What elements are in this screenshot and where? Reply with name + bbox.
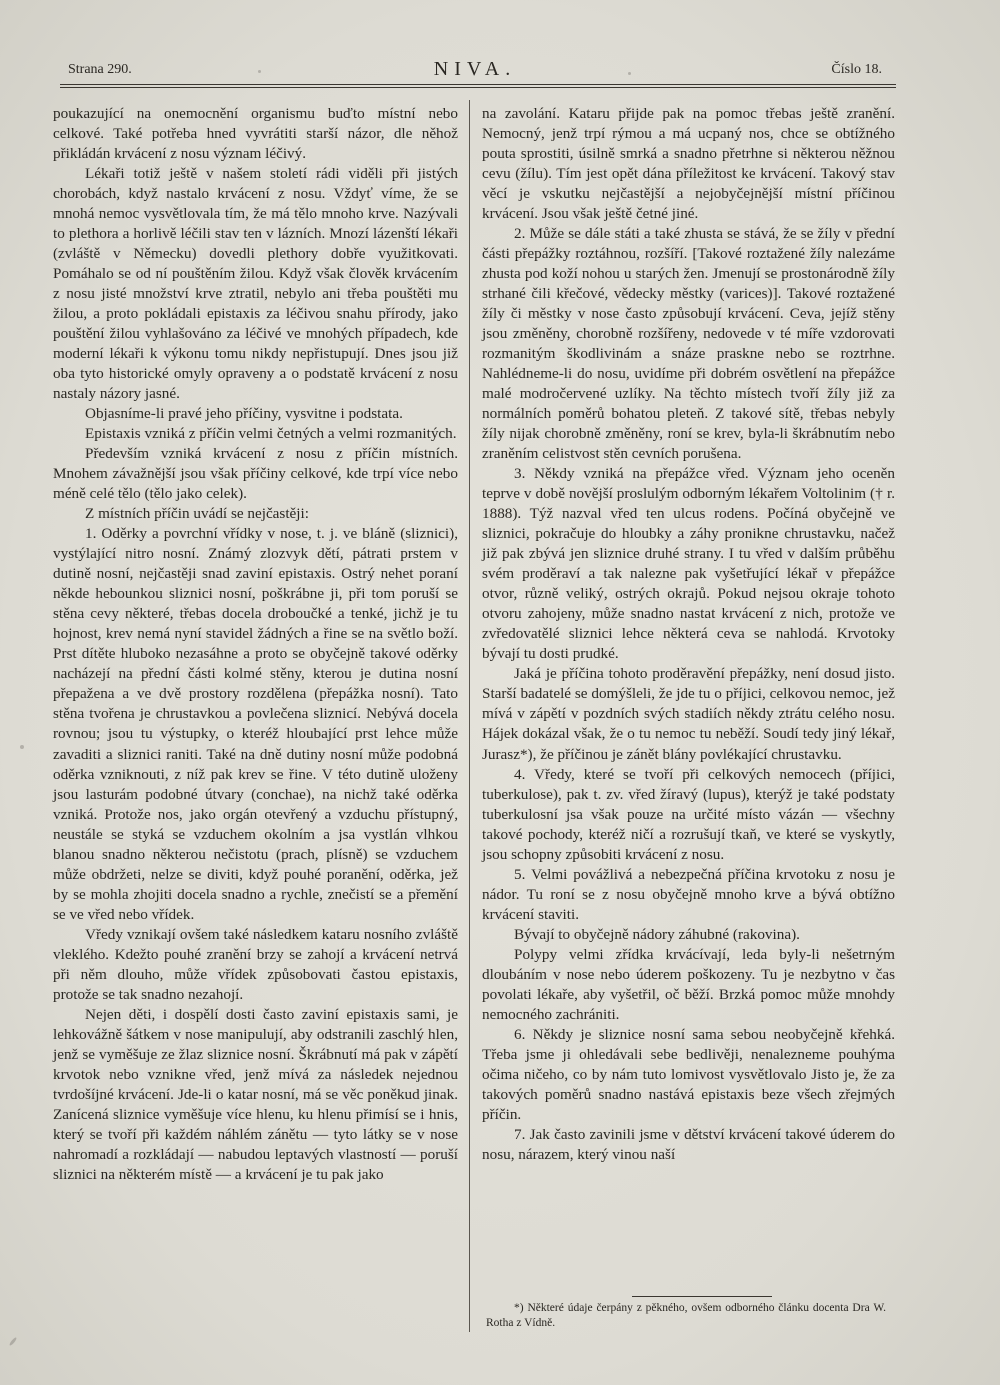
- paragraph: Epistaxis vzniká z příčin velmi četných a velmi rozmanitých.: [85, 425, 457, 443]
- page-number: Strana 290.: [68, 62, 132, 77]
- paragraph: 6. Někdy je sliznice nosní sama sebou neobyčejně křehká. Třeba jsme ji ohledávali sebe bedlivěji, nenalezneme pouhýma očima ničeho, co by nám tuto lomivost vysvětlovalo Jisto je, že za takových poměrů snadno nastává epistaxis beze všech zřejmých příčin.: [482, 1025, 895, 1123]
- paragraph: poukazující na onemocnění organismu buďto místní nebo celkové. Také potřeba hned vyvrátiti starší názor, dle něhož přikládán krvácení z nosu význam léčivý.: [53, 105, 458, 163]
- paragraph: Bývají to obyčejně nádory záhubné (rakovina).: [514, 925, 800, 943]
- paragraph: na zavolání. Kataru přijde pak na pomoc třebas ještě zranění. Nemocný, jenž trpí rýmou a má ucpaný nos, chce se obtížného pouta sprostiti, úsilně smrká a snadno přetrhne si některou něžnou cevu (žílu). Tím jest opět dána příležitost ke krvácení. Takový stav věcí je vskutku nejčastější a nejobyčejnější místní příčinou krvácení. Jsou však ještě četné jiné.: [482, 105, 895, 223]
- header-rule-double: [60, 87, 896, 88]
- right-column: [482, 104, 895, 1165]
- header-rule: [60, 84, 896, 85]
- ink-spot: [628, 72, 631, 75]
- ink-spot: [20, 745, 24, 749]
- footnote-rule: [632, 1296, 772, 1297]
- paragraph: Jaká je příčina tohoto proděravění přepážky, není dosud jisto. Starší badatelé se domýšleli, že jde tu o příjici, celkovou nemoc, jež mívá v zápětí v pozdních svých stadiích někdy ztrátu celého nosu. Hájek dokázal však, že o tu nemoc tu neběží. Soudí tedy jiný lékař, Jurasz*), že příčinou je zánět blány povlékající chrustavku.: [482, 665, 895, 763]
- paragraph: Polypy velmi zřídka krvácívají, leda byly-li nešetrným dloubáním v nose nebo úderem poškozeny. Tu je nezbytno v čas povolati lékaře, aby vyšetřil, oč běží. Brzká pomoc může mnohdy nemocného zachrániti.: [482, 945, 895, 1023]
- paragraph: Z místních příčin uvádí se nejčastěji:: [85, 505, 309, 523]
- journal-title: NIVA.: [433, 58, 517, 80]
- issue-number: Číslo 18.: [831, 62, 882, 77]
- footnote-text: *) Některé údaje čerpány z pěkného, ovšem odborného článku docenta Dra W. Rotha z Vídně.: [486, 1302, 886, 1329]
- paragraph: Vředy vznikají ovšem také následkem kataru nosního zvláště vleklého. Kdežto pouhé zranění brzy se zahojí a krvácení netrvá při něm dlouho, může vřídek způsobovati častou epistaxis, protože se tak snadno nezahojí.: [53, 925, 458, 1003]
- paragraph: Především vzniká krvácení z nosu z příčin místních. Mnohem závažnější jsou však příčiny celkové, kde trpí více nebo méně celé tělo (tělo jako celek).: [53, 445, 458, 503]
- footnote: [486, 1301, 886, 1331]
- paragraph: 5. Velmi povážlivá a nebezpečná příčina krvotoku z nosu je nádor. Tu roní se z nosu obyčejně mnoho krve a bývá obtížno krvácení staviti.: [482, 865, 895, 923]
- ink-spot: [9, 1337, 18, 1347]
- paragraph: 3. Někdy vzniká na přepážce vřed. Význam jeho oceněn teprve v době novější proslulým odborným lékařem Voltolinim († r. 1888). Týž nazval vřed ten ulcus rodens. Počíná obyčejně ve sliznici, pokračuje do hloubky a záhy pronikne chrustavku, načež již pak zbývá jen sliznice druhé strany. I tu vřed v dalším průběhu svém proděraví a tak nalezne pak vyšetřující lékař v přepážce otvor, různě veliký, ostrých okrajů. Pokud nejsou okraje tohoto otvoru zahojeny, může snadno nastat krvácení z nich, protože ve zvředovatělé sliznici lehce některá ceva se nahlodá. Krvotoky bývají tu dosti prudké.: [482, 465, 895, 663]
- column-divider: [469, 100, 470, 1332]
- paragraph: 7. Jak často zavinili jsme v dětství krvácení takové úderem do nosu, nárazem, který vinou naší: [482, 1125, 895, 1163]
- ink-spot: [258, 70, 261, 73]
- paragraph: 2. Může se dále státi a také zhusta se stává, že se žíly v přední části přepážky roztáhnou, rozšíří. [Takové roztažené žíly nalezáme zhusta pod koží nohou u starých žen. Jmenují se prostonárodně žíly strhané čili křečové, vědecky městky (varices)]. Takové roztažené žíly či městky v nose často způsobují krvácení. Ceva, jejíž stěny jsou změněny, chorobně rozšířeny, nedovede v té míře vzdorovati rozmanitým škodlivinám a snáze praskne nebo se roztrhne. Nahlédneme-li do nosu, uvidíme při dobrém osvětlení na přepážce malé modročervené uzlíky. Na těchto místech tvoří žíly již za normálních poměrů bohatou pleteň. Z takové sítě, třebas nebyly žíly nijak chorobně změněny, roní se krev, byla-li škrábnutím nebo zraněním celistvost stěn cevních porušena.: [482, 225, 895, 463]
- running-header: [60, 60, 890, 84]
- left-column: [53, 104, 458, 1185]
- paragraph: Lékaři totiž ještě v našem století rádi viděli při jistých chorobách, když nastalo krvácení z nosu. Vždyť víme, že se mnohá nemoc vysvětlovala tím, že má tělo mnoho krve. Nazývali to plethora a horlivě léčili stav ten v lázních. Mnozí lázenští lékaři (zvláště v Německu) dovedli plethory dobře využitkovati. Pomáhalo se od ní pouštěním žilou. Když však člověk krvácením z nosu jisté množství krve ztratil, nebylo ani třeba pouštěti mu žilou, a proto pokládali epistaxis za léčivou snahu přírody, jako pouštění žilou vyhlašováno za léčivé ve mnohých případech, kde moderní lékaři k výkonu tomu nikdy nepřistupují. Dnes jsou již oba tyto historické omyly opraveny a o podstatě krvácení z nosu nastaly názory jasné.: [53, 165, 458, 403]
- paragraph: 4. Vředy, které se tvoří při celkových nemocech (příjici, tuberkulose), pak t. zv. vřed žíravý (lupus), kterýž je také podstaty tuberkulosní jsa však pouze na určité místo vázán — všechny takové pochody, kteréž ničí a rozrušují tkaň, ve které se vyskytly, jsou schopny způsobiti krvácení z nosu.: [482, 765, 895, 863]
- paragraph: Objasníme-li pravé jeho příčiny, vysvitne i podstata.: [85, 405, 403, 423]
- paragraph: Nejen děti, i dospělí dosti často zaviní epistaxis sami, je lehkovážně šátkem v nose manipulují, aby odstranili zaschlý hlen, jenž se vyměšuje ze žlaz sliznice nosní. Škrábnutí má pak v zápětí krvotok nebo vznikne vřed, jenž mívá za následek nejednou tvrdošíjné krvácení. Jde-li o katar nosní, má se věc poněkud jinak. Zanícená sliznice vyměšuje více hlenu, ku hlenu přimísí se i hnis, který se tvoří při každém náhlém zánětu — tyto látky se v nose nahromadí a rozkládají — nabudou leptavých vlastností — poruší sliznici na některém místě — a krvácení je tu pak jako: [53, 1005, 458, 1183]
- paragraph: 1. Oděrky a povrchní vřídky v nose, t. j. ve bláně (sliznici), vystýlající nitro nosní. Známý zlozvyk dětí, pátrati prstem v dutině nosní, nejčastěji snad zaviní epistaxis. Ostrý nehet poraní někde hebounkou sliznici nosní, poškrábne ji, při tom poruší se stěna cevy některé, třebas docela droboučké a tenké, jichž je tu hojnost, krev nemá nyní stavidel žádných a řine se na světlo boží. Prst dítěte hluboko nezasáhne a proto se obyčejně takové oděrky nacházejí na přední části kolmé stěny, kterou je dutina nosní přepažena a ve dvě prostory rozdělena (přepážka nosní). Tato stěna tvořena je chrustavkou a povlečena sliznicí. Nebývá docela rovnou; jsou tu výstupky, o kteréž hloubající prst lehce může zavaditi a sliznici raniti. Také na dně dutiny nosní může podobná oděrka vzniknouti, z níž pak krev se řine. V této dutině uloženy jsou lasturám podobné útvary (conchae), na nichž také oděrka vzniká. Protože nos, jako orgán otevřený a vzduchu přístupný, neustále se styká se vzduchem okolním a jsa vystlán vlhkou blanou snadno některou nečistotu (prach, plísně) se vzduchem může obdržeti, nelze se diviti, když pouhé poranění, oděrka, jež by se mohla zhojiti docela snadno a rychle, znečistí se a přemění se ve vřed nebo vřídek.: [53, 525, 458, 923]
